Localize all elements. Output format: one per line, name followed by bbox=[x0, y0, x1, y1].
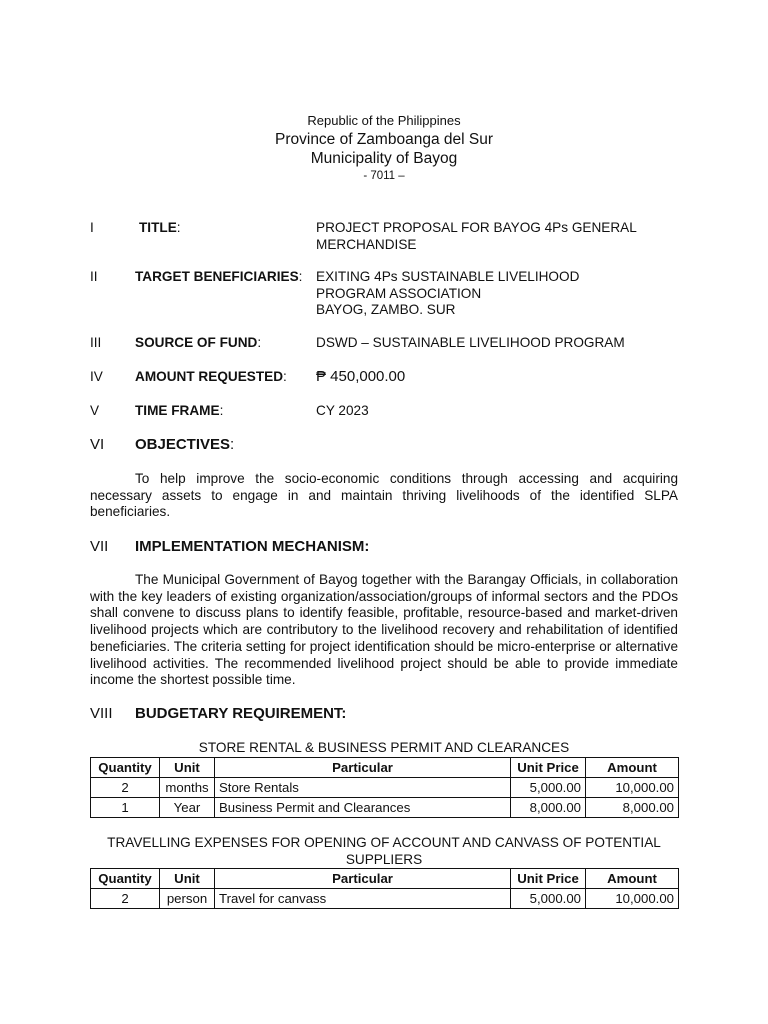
col-unit-price: Unit Price bbox=[511, 869, 586, 889]
section-value: EXITING 4Ps SUSTAINABLE LIVELIHOOD PROGRAM ASSOCIATION BAYOG, ZAMBO. SUR bbox=[316, 269, 580, 317]
cell-quantity: 2 bbox=[91, 778, 160, 798]
store-rental-table bbox=[90, 757, 679, 818]
col-quantity: Quantity bbox=[91, 869, 160, 889]
col-amount: Amount bbox=[586, 758, 679, 778]
cell-amount: 10,000.00 bbox=[586, 778, 679, 798]
col-quantity: Quantity bbox=[91, 758, 160, 778]
section-label: TITLE: bbox=[139, 220, 181, 235]
cell-amount: 8,000.00 bbox=[586, 798, 679, 818]
table-header-row bbox=[91, 869, 679, 889]
cell-unit-price: 5,000.00 bbox=[511, 778, 586, 798]
header-province: Province of Zamboanga del Sur bbox=[275, 131, 493, 148]
cell-amount: 10,000.00 bbox=[586, 889, 679, 909]
section-label: OBJECTIVES: bbox=[135, 436, 235, 453]
section-value: PROJECT PROPOSAL FOR BAYOG 4Ps GENERAL MERCHANDISE bbox=[316, 220, 637, 252]
table1-title: STORE RENTAL & BUSINESS PERMIT AND CLEARANCES bbox=[198, 740, 570, 755]
section-number: II bbox=[90, 269, 98, 284]
section-label: TARGET BENEFICIARIES: bbox=[135, 269, 303, 284]
cell-unit: person bbox=[160, 889, 215, 909]
section-label: AMOUNT REQUESTED: bbox=[135, 369, 287, 384]
cell-particular: Business Permit and Clearances bbox=[215, 798, 511, 818]
col-amount: Amount bbox=[586, 869, 679, 889]
section-number: VII bbox=[90, 538, 109, 555]
table2-title: TRAVELLING EXPENSES FOR OPENING OF ACCOUNT AND CANVASS OF POTENTIAL SUPPLIERS bbox=[107, 835, 661, 867]
table-header-row bbox=[91, 758, 679, 778]
objectives-paragraph: To help improve the socio-economic conditions through accessing and acquiring necessary assets to engage in and maintain thriving livelihoods of the identified SLPA beneficiaries. bbox=[90, 471, 678, 520]
table-row bbox=[91, 778, 679, 798]
implementation-paragraph: The Municipal Government of Bayog together with the Barangay Officials, in collaboration with the key leaders of existing organization/association/groups of informal sectors and the PDOs shall convene to discuss plans to identify feasible, profitable, resource-based and market-driven livelihood projects which are contributory to the livelihood recovery and rehabilitation of identified beneficiaries. The criteria setting for project identification should be micro-enterprise or alternative livelihood activities. The recommended livelihood project should be able to provide immediate income the shortest possible time. bbox=[90, 572, 678, 688]
table-row bbox=[91, 889, 679, 909]
section-label: SOURCE OF FUND: bbox=[135, 335, 262, 350]
cell-particular: Store Rentals bbox=[215, 778, 511, 798]
section-number: VI bbox=[90, 436, 105, 453]
section-number: I bbox=[90, 220, 94, 235]
section-value: ₱ 450,000.00 bbox=[316, 368, 406, 385]
col-unit-price: Unit Price bbox=[511, 758, 586, 778]
section-label: BUDGETARY REQUIREMENT: bbox=[135, 705, 347, 722]
section-number: VIII bbox=[90, 705, 113, 722]
section-value: CY 2023 bbox=[316, 403, 369, 418]
header-municipality: Municipality of Bayog bbox=[310, 150, 458, 167]
cell-unit-price: 5,000.00 bbox=[511, 889, 586, 909]
section-label: IMPLEMENTATION MECHANISM: bbox=[135, 538, 370, 555]
section-number: III bbox=[90, 335, 102, 350]
cell-unit: Year bbox=[160, 798, 215, 818]
header-zip-code: - 7011 – bbox=[363, 170, 405, 182]
col-particular: Particular bbox=[215, 869, 511, 889]
cell-unit-price: 8,000.00 bbox=[511, 798, 586, 818]
col-unit: Unit bbox=[160, 869, 215, 889]
table-row bbox=[91, 798, 679, 818]
col-particular: Particular bbox=[215, 758, 511, 778]
section-label: TIME FRAME: bbox=[135, 403, 224, 418]
section-value: DSWD – SUSTAINABLE LIVELIHOOD PROGRAM bbox=[316, 335, 625, 350]
cell-particular: Travel for canvass bbox=[215, 889, 511, 909]
travelling-expenses-table bbox=[90, 868, 679, 909]
cell-quantity: 2 bbox=[91, 889, 160, 909]
col-unit: Unit bbox=[160, 758, 215, 778]
section-number: V bbox=[90, 403, 100, 418]
cell-unit: months bbox=[160, 778, 215, 798]
header-republic: Republic of the Philippines bbox=[307, 113, 461, 128]
section-number: IV bbox=[90, 369, 103, 384]
cell-quantity: 1 bbox=[91, 798, 160, 818]
